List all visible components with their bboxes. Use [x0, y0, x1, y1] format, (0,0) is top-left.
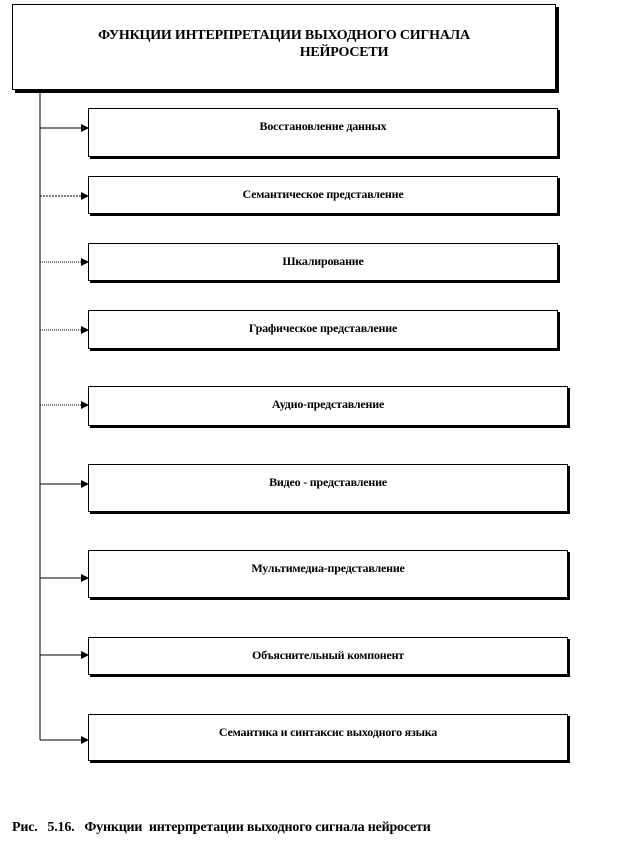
- function-box-graphic-representation: [88, 310, 558, 349]
- function-box-semantic-representation: [88, 176, 558, 214]
- header-title-line2: НЕЙРОСЕТИ: [299, 45, 389, 60]
- function-box-explanatory-component: [88, 637, 568, 675]
- function-box-video-representation: [88, 464, 568, 512]
- function-label: Графическое представление: [248, 321, 398, 335]
- header-title-line1: ФУНКЦИИ ИНТЕРПРЕТАЦИИ ВЫХОДНОГО СИГНАЛА: [98, 28, 470, 43]
- function-label: Семантика и синтаксис выходного языка: [218, 725, 438, 739]
- function-label: Объяснительный компонент: [251, 648, 405, 662]
- function-label: Шкалирование: [282, 254, 364, 268]
- function-label: Видео - представление: [269, 475, 387, 489]
- function-label: Мультимедиа-представление: [251, 561, 405, 575]
- function-label: Восстановление данных: [259, 119, 387, 133]
- diagram-header: [12, 4, 556, 90]
- function-label: Аудио-представление: [271, 397, 385, 411]
- function-label: Семантическое представление: [242, 187, 404, 201]
- function-box-data-restoration: [88, 108, 558, 157]
- figure-caption: Рис. 5.16. Функции интерпретации выходного сигнала нейросети: [12, 820, 431, 835]
- function-box-output-language-semantics: [88, 714, 568, 761]
- function-box-audio-representation: [88, 386, 568, 426]
- function-box-scaling: [88, 243, 558, 281]
- function-box-multimedia-representation: [88, 550, 568, 598]
